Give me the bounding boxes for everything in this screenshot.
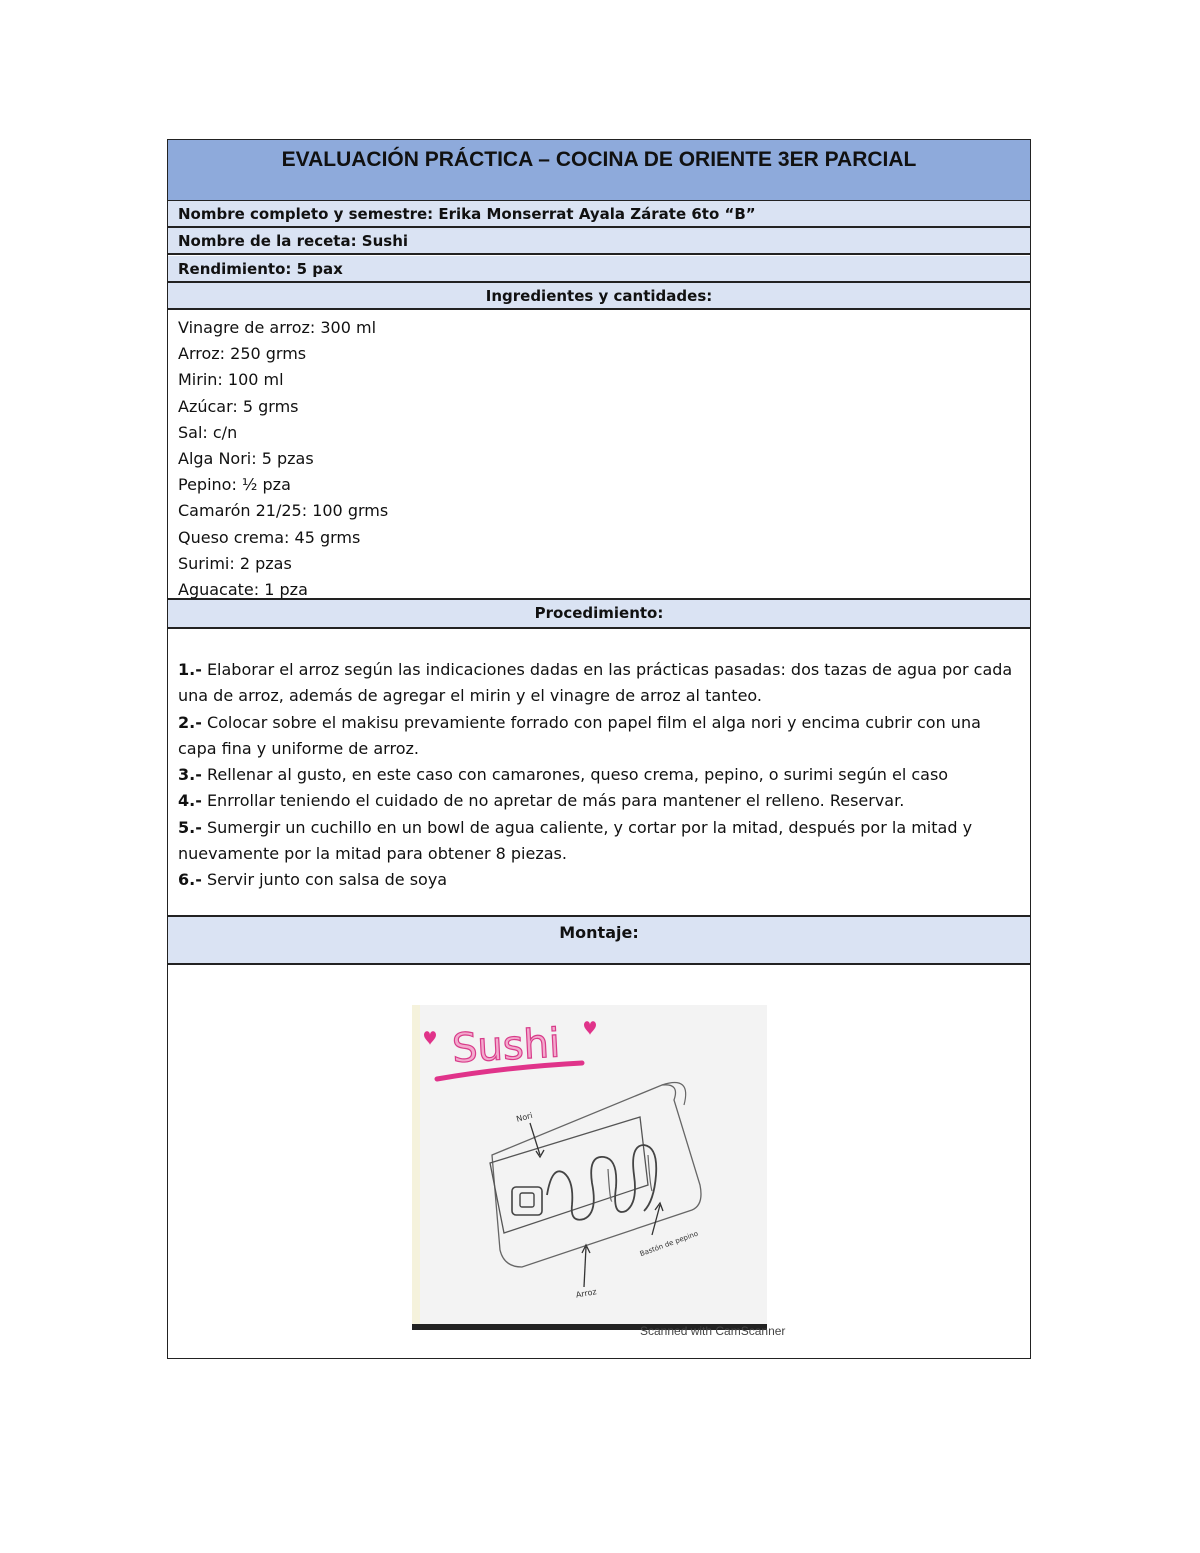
- sketch-title: Sushi: [450, 1020, 562, 1073]
- step-number: 5.-: [178, 817, 202, 837]
- procedure-step: [178, 657, 1022, 710]
- roll-end-square: [512, 1187, 542, 1215]
- procedure-step: [178, 788, 1022, 814]
- step-text: Servir junto con salsa de soya: [201, 870, 448, 890]
- recipe-label: Nombre de la receta:: [178, 232, 362, 250]
- sketch-drawing: [412, 1005, 767, 1330]
- assembly-heading: Montaje:: [168, 917, 1030, 965]
- nori-sheet: [490, 1117, 648, 1233]
- student-row: [168, 201, 1030, 228]
- step-number: 3.-: [178, 765, 202, 785]
- step-text: Elaborar el arroz según las indicaciones dadas en las prácticas pasadas: dos tazas de agua por cada una de arroz, además de agregar el mirin y el vinagre de arroz al tanteo.: [178, 660, 1013, 706]
- yield-row: [168, 256, 1030, 283]
- procedure-step: [178, 815, 1022, 868]
- procedure-step: [178, 710, 1022, 763]
- recipe-value: Sushi: [361, 232, 409, 250]
- heart-icon: [584, 1021, 596, 1035]
- arrow-rice: [584, 1247, 586, 1287]
- ingredient-item: Alga Nori: 5 pzas: [178, 448, 314, 468]
- ingredient-item: Arroz: 250 grms: [178, 344, 307, 364]
- sushi-sketch-image: [412, 1005, 767, 1330]
- ingredient-item: Sal: c/n: [178, 422, 238, 442]
- procedure-step: [178, 762, 1022, 788]
- procedure-heading: Procedimiento:: [168, 600, 1030, 629]
- ingredient-item: Azúcar: 5 grms: [178, 396, 299, 416]
- ingredient-item: Camarón 21/25: 100 grms: [178, 501, 389, 521]
- step-text: Rellenar al gusto, en este caso con camarones, queso crema, pepino, o surimi según el caso: [201, 765, 949, 785]
- ingredient-item: Mirin: 100 ml: [178, 370, 284, 390]
- ingredients-heading: Ingredientes y cantidades:: [168, 283, 1030, 310]
- step-text: Enrrollar teniendo el cuidado de no apretar de más para mantener el relleno. Reservar.: [201, 791, 905, 811]
- ingredient-item: Queso crema: 45 grms: [178, 527, 361, 547]
- ingredient-item: Vinagre de arroz: 300 ml: [178, 318, 377, 337]
- recipe-row: [168, 228, 1030, 255]
- step-number: 4.-: [178, 791, 202, 811]
- step-number: 6.-: [178, 870, 202, 890]
- ingredient-item: Surimi: 2 pzas: [178, 553, 292, 573]
- student-value: Erika Monserrat Ayala Zárate 6to “B”: [438, 205, 756, 223]
- document-title: EVALUACIÓN PRÁCTICA – COCINA DE ORIENTE 3ER PARCIAL: [281, 148, 917, 171]
- step-text: Colocar sobre el makisu prevamiente forrado con papel film el alga nori y encima cubrir con una capa fina y uniforme de arroz.: [178, 712, 981, 758]
- heart-icon: [424, 1031, 436, 1045]
- label-pepino: Bastón de pepino: [638, 1229, 700, 1259]
- yield-value: 5 pax: [296, 260, 343, 278]
- evaluation-sheet: [167, 139, 1031, 1359]
- camscanner-watermark: Scanned with CamScanner: [640, 1324, 786, 1338]
- step-text: Sumergir un cuchillo en un bowl de agua caliente, y cortar por la mitad, después por la mitad y nuevamente por la mitad para obtener 8 piezas.: [178, 817, 973, 864]
- procedure-step: [178, 867, 1022, 893]
- roll-filling: [547, 1145, 656, 1220]
- title-row: [168, 140, 1030, 201]
- ingredient-item: Pepino: ½ pza: [178, 475, 291, 495]
- label-arroz: Arroz: [575, 1287, 598, 1300]
- label-nori: Nori: [515, 1110, 534, 1124]
- assembly-box: [168, 965, 1030, 1358]
- step-number: 2.-: [178, 712, 202, 732]
- ingredients-list: [168, 311, 1030, 600]
- step-number: 1.-: [178, 660, 202, 679]
- ingredient-item: Aguacate: 1 pza: [178, 579, 308, 599]
- procedure-steps: [168, 629, 1030, 917]
- yield-label: Rendimiento:: [178, 260, 297, 278]
- student-label: Nombre completo y semestre:: [178, 205, 439, 223]
